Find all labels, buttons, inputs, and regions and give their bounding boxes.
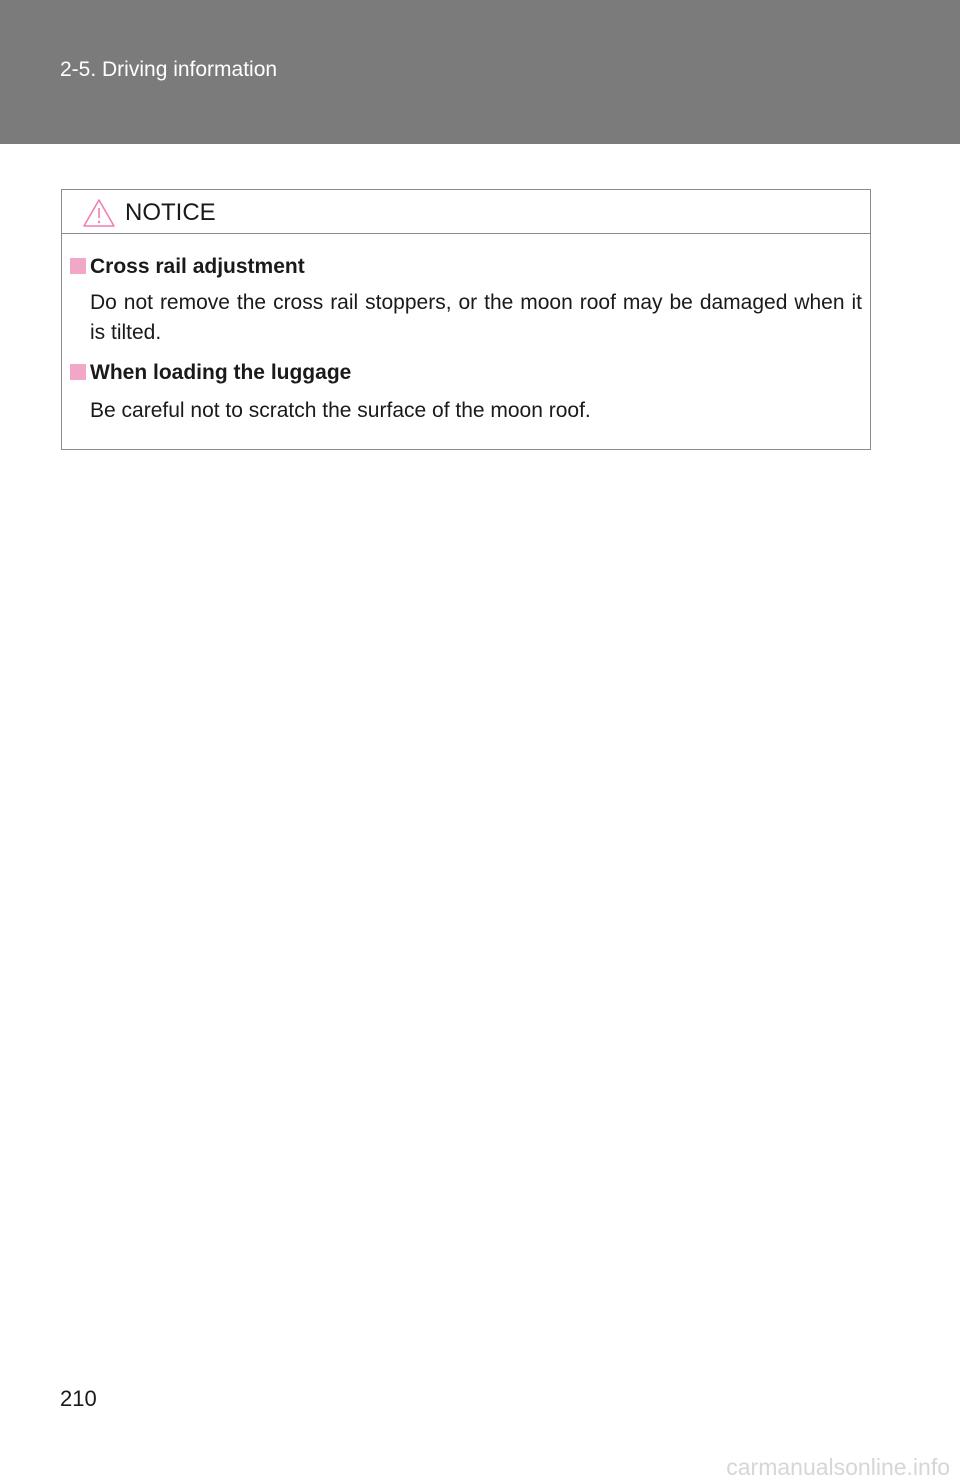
item-text-cross-rail: Do not remove the cross rail stoppers, or the moon roof may be damaged when it is tilted. (90, 291, 862, 344)
warning-triangle-icon (82, 198, 116, 228)
notice-label: NOTICE (125, 199, 216, 226)
page-number: 210 (60, 1386, 97, 1411)
item-heading-cross-rail: Cross rail adjustment (90, 255, 305, 278)
item-heading-luggage: When loading the luggage (90, 361, 352, 384)
watermark: carmanualsonline.info (726, 1454, 950, 1480)
square-bullet-icon (70, 364, 86, 380)
square-bullet-icon (70, 258, 86, 274)
item-text-luggage: Be careful not to scratch the surface of the moon roof. (90, 399, 591, 422)
section-title: 2-5. Driving information (60, 58, 278, 81)
notice-box (61, 189, 871, 450)
notice-header (62, 190, 870, 234)
